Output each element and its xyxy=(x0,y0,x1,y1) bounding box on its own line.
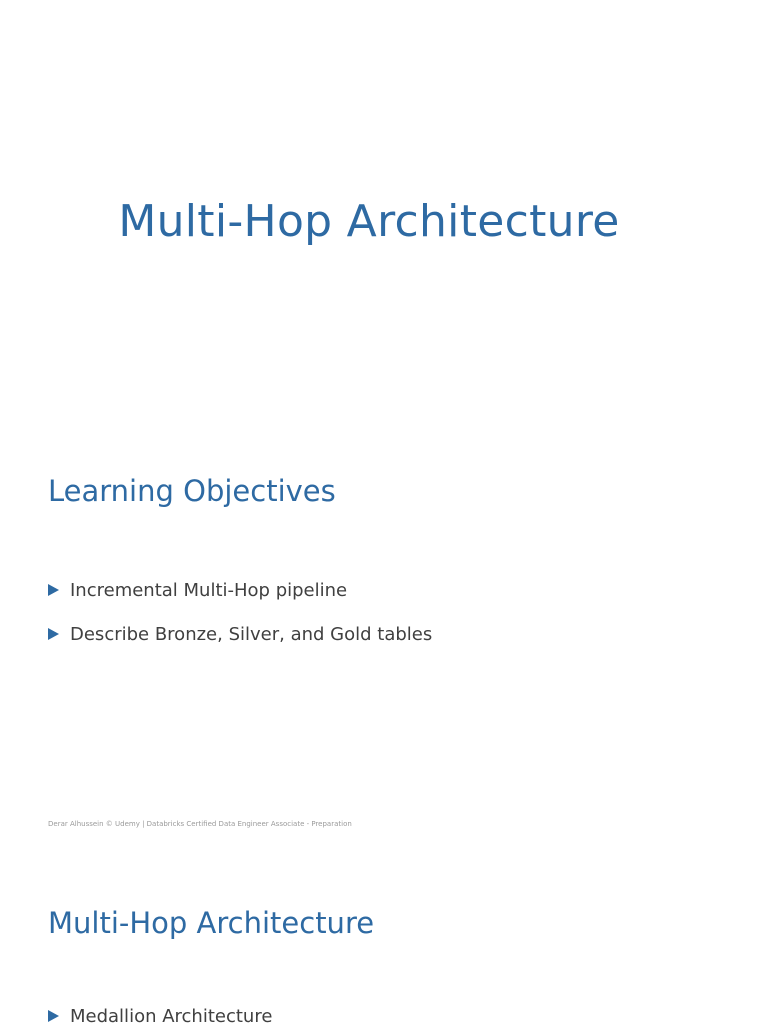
list-item xyxy=(48,612,432,656)
triangle-bullet-icon xyxy=(48,1010,59,1022)
slide-title: Multi-Hop Architecture xyxy=(118,196,620,247)
architecture-heading: Multi-Hop Architecture xyxy=(48,906,375,940)
bullet-text: Medallion Architecture xyxy=(70,1005,273,1024)
bullet-text: Incremental Multi-Hop pipeline xyxy=(70,579,348,601)
objectives-heading: Learning Objectives xyxy=(48,474,336,508)
list-item xyxy=(48,568,432,612)
architecture-list xyxy=(48,994,272,1024)
triangle-bullet-icon xyxy=(48,628,59,640)
bullet-text: Describe Bronze, Silver, and Gold tables xyxy=(70,623,433,645)
objectives-list xyxy=(48,568,432,656)
slide-footer: Derar Alhussein © Udemy | Databricks Certified Data Engineer Associate - Preparation xyxy=(48,820,352,828)
triangle-bullet-icon xyxy=(48,584,59,596)
list-item xyxy=(48,994,272,1024)
